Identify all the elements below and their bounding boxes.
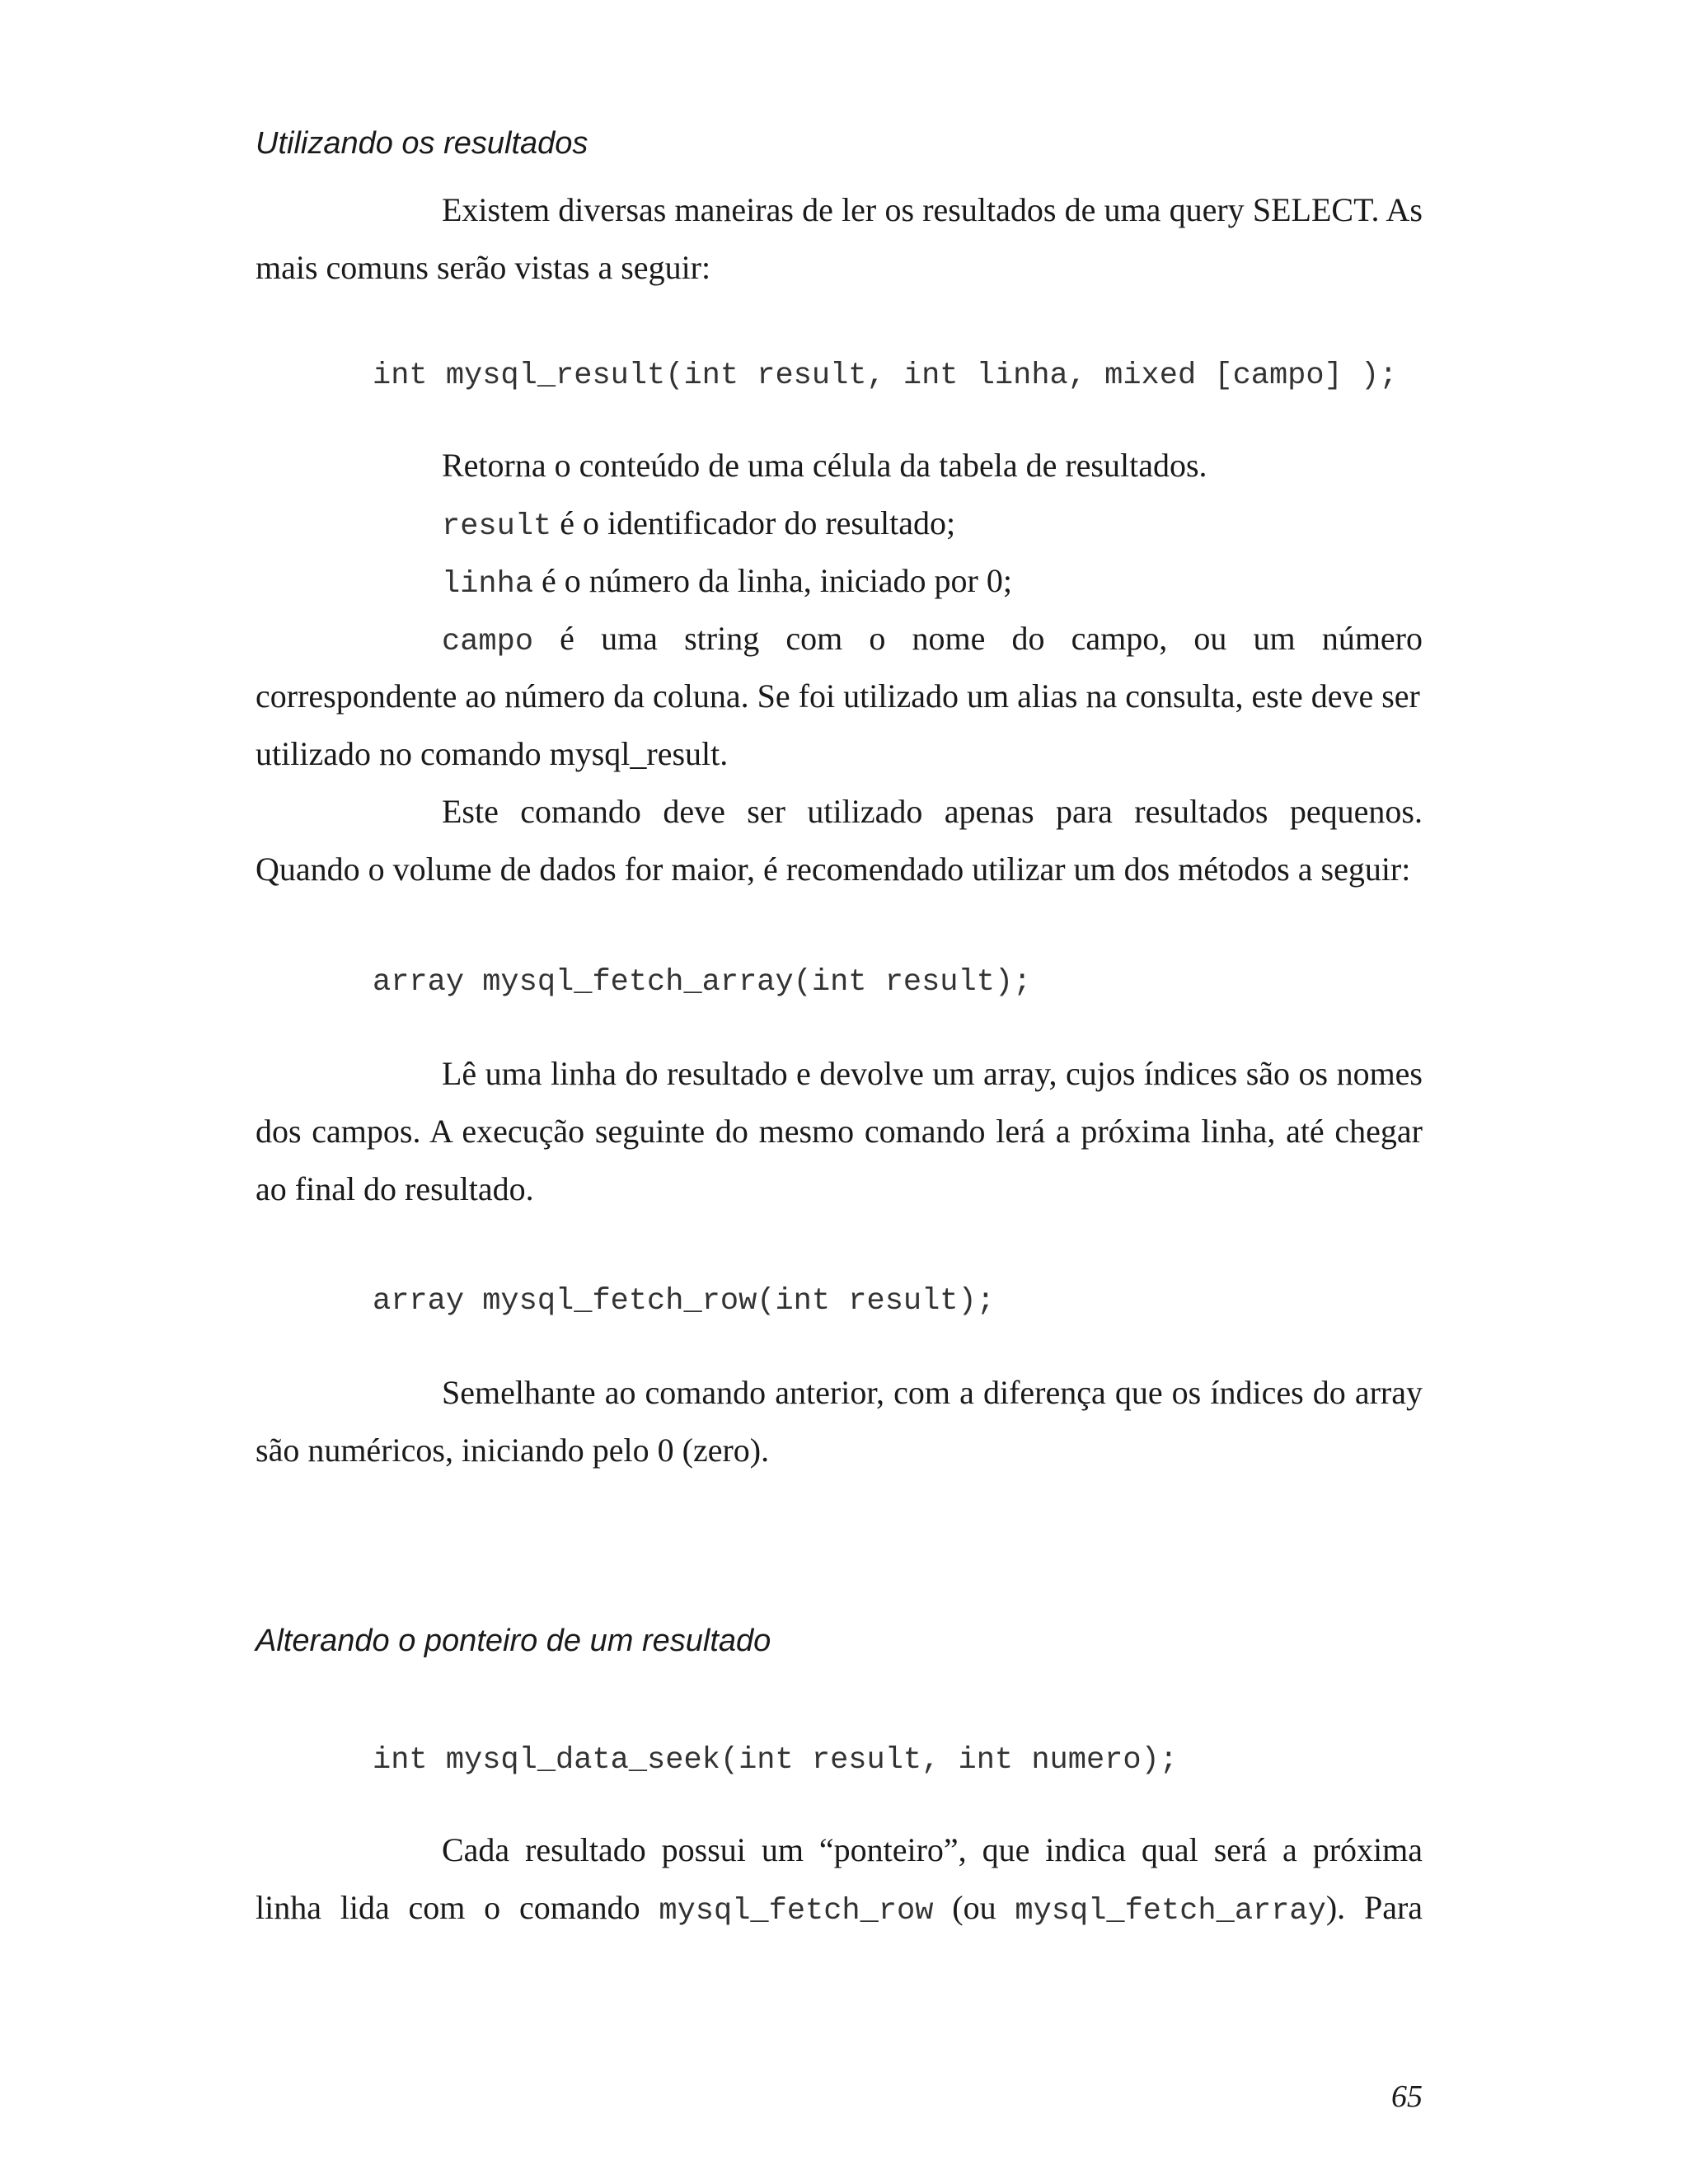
param-campo-text-1: é uma string com o nome do campo, ou um número [533,620,1423,657]
desc-line2-b: (ou [952,1889,996,1926]
param-campo-line-1 [442,610,1423,671]
desc-line2-a: linha lida com o comando [256,1889,640,1926]
desc-fetch-array-paragraph [256,1045,1423,1218]
param-linha-line [442,552,1012,613]
param-campo-line-2: correspondente ao número da coluna. Se foi utilizado um alias na consulta, este deve ser [256,677,1420,715]
param-result-code: result [442,509,552,544]
page-number: 65 [1391,2079,1423,2114]
desc-fetch-array-text: Lê uma linha do resultado e devolve um array, cujos índices são os nomes dos campos. A execução seguinte do mesmo comando lerá a próxima linha, até chegar ao final do resultado. [256,1055,1423,1207]
desc-line2-code2: mysql_fetch_array [1015,1894,1326,1929]
code-mysql-data-seek: int mysql_data_seek(int result, int numero); [373,1743,1178,1778]
section-heading-alterando: Alterando o ponteiro de um resultado [256,1624,771,1658]
param-result-line [442,494,955,555]
desc-fetch-row-text: Semelhante ao comando anterior, com a diferença que os índices do array são numéricos, iniciando pelo 0 (zero). [256,1374,1423,1469]
desc-mysql-result: Retorna o conteúdo de uma célula da tabela de resultados. [442,447,1207,484]
desc-line2-code1: mysql_fetch_row [659,1894,934,1929]
desc-data-seek-line-2 [256,1879,1423,1940]
desc-data-seek-line-1: Cada resultado possui um “ponteiro”, que indica qual será a próxima [442,1831,1423,1868]
param-linha-text: é o número da linha, iniciado por 0; [533,562,1012,599]
intro-paragraph [256,181,1423,297]
code-mysql-fetch-array: array mysql_fetch_array(int result); [373,965,1032,1000]
param-linha-code: linha [442,567,534,602]
note-text: Este comando deve ser utilizado apenas para resultados pequenos. Quando o volume de dados for maior, é recomendado utilizar um dos métodos a seguir: [256,793,1423,888]
param-result-text: é o identificador do resultado; [551,504,956,541]
note-paragraph [256,783,1423,898]
code-mysql-result: int mysql_result(int result, int linha, mixed [campo] ); [373,359,1398,393]
desc-fetch-row-paragraph [256,1364,1423,1479]
param-campo-line-3: utilizado no comando mysql_result. [256,735,729,772]
section-heading-utilizando: Utilizando os resultados [256,126,588,161]
param-campo-code: campo [442,625,534,659]
desc-line2-c: ). Para [1325,1889,1423,1926]
code-mysql-fetch-row: array mysql_fetch_row(int result); [373,1284,995,1319]
intro-text: Existem diversas maneiras de ler os resultados de uma query SELECT. As mais comuns serão vistas a seguir: [256,191,1423,286]
